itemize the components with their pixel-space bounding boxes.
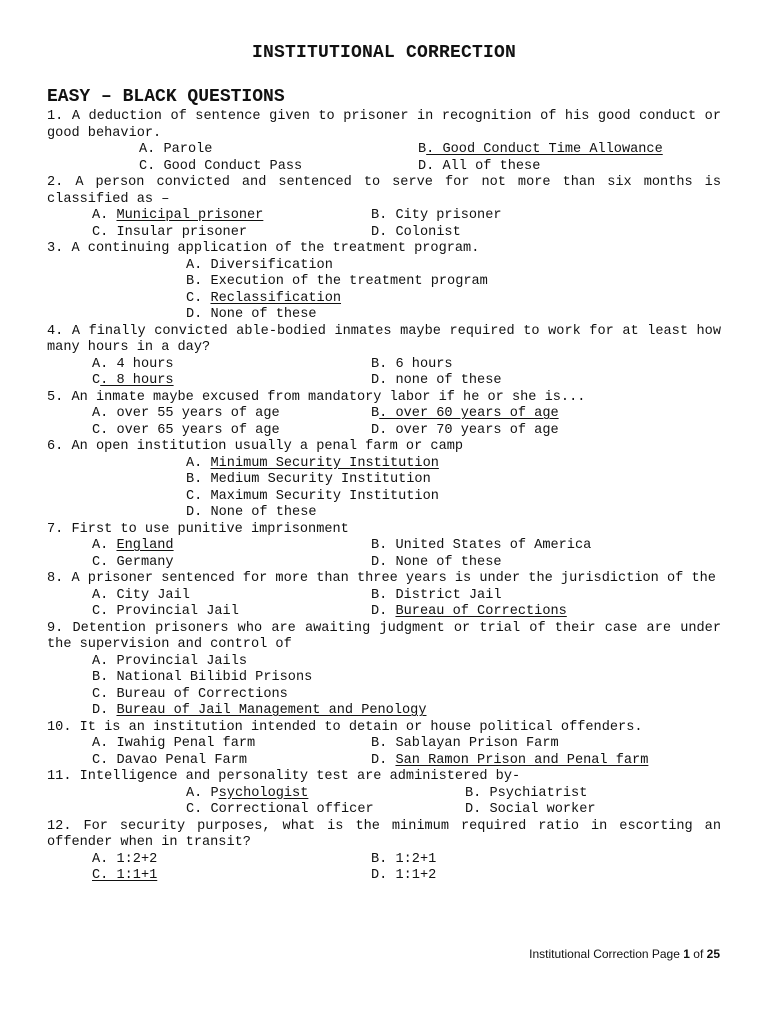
choice-text: United States of America [395, 538, 592, 553]
answer-choice [371, 538, 591, 555]
answer-choice [186, 489, 439, 506]
choice-text: Medium Security Institution [210, 472, 431, 487]
choice-row [47, 852, 721, 869]
correct-answer-text: San Ramon Prison and Penal farm [395, 752, 649, 768]
choice-label: C. [92, 686, 117, 702]
choice-row [47, 538, 721, 555]
choice-label: B. [186, 274, 211, 289]
choice-row [47, 868, 721, 885]
choice-row [47, 274, 721, 291]
choice-text: over 70 years of age [395, 422, 559, 438]
answer-choice [186, 307, 317, 324]
answer-choice [92, 687, 288, 704]
choice-text: Execution of the treatment program [210, 274, 488, 289]
choice-label: B. [465, 785, 490, 801]
correct-answer-text: Bureau of Jail Management and Penology [116, 703, 427, 718]
question-text: 1. A deduction of sentence given to prisoner in recognition of his good conduct or good behavior. [47, 109, 721, 141]
question-text: 8. A prisoner sentenced for more than three years is under the jurisdiction of the [47, 571, 716, 586]
answer-choice [418, 142, 663, 159]
choice-text: National Bilibid Prisons [116, 670, 313, 685]
answer-choice [371, 852, 436, 869]
choice-text: Good Conduct Pass [163, 158, 303, 174]
answer-choice [92, 670, 312, 687]
choice-text: 6 hours [395, 356, 453, 372]
choice-row [47, 555, 721, 572]
answer-choice [371, 225, 461, 242]
answer-choice [92, 604, 371, 621]
choice-text: Colonist [395, 224, 461, 240]
choice-label: B [371, 406, 380, 421]
choice-label: C. 1:1+1 [92, 868, 158, 883]
choice-row [47, 291, 721, 308]
answer-choice [92, 555, 371, 572]
choice-row [47, 687, 721, 704]
answer-choice [92, 373, 371, 390]
answer-choice [186, 472, 431, 489]
choice-label: C. [92, 224, 117, 240]
choice-label: C. [186, 290, 211, 306]
correct-answer-text: Minimum Security Institution [210, 455, 439, 471]
answer-choice [465, 802, 596, 819]
choice-row [47, 406, 721, 423]
answer-choice [92, 753, 371, 770]
choice-row [47, 670, 721, 687]
choice-text: none of these [395, 373, 502, 388]
choice-label: A. [92, 851, 117, 867]
choice-row [47, 423, 721, 440]
correct-answer-text: Bureau of Corrections [395, 604, 567, 619]
choice-text: 1:1+2 [395, 868, 437, 883]
choice-label: D. [186, 505, 211, 520]
correct-answer-text: . Good Conduct Time Allowance [426, 142, 663, 157]
choice-label: A. P [186, 785, 219, 801]
question-list [47, 109, 721, 885]
choice-row [47, 456, 721, 473]
question-text: 10. It is an institution intended to detain or house political offenders. [47, 719, 643, 735]
answer-choice [92, 423, 371, 440]
footer-of: of [693, 947, 704, 961]
choice-label: A. [186, 455, 211, 471]
question-text: 5. An inmate maybe excused from mandatory labor if he or she is... [47, 389, 586, 405]
choice-label: C. [92, 604, 117, 619]
choice-label: A. [92, 406, 117, 421]
question-text: 9. Detention prisoners who are awaiting judgment or trial of their case are under the supervision and control of [47, 620, 721, 652]
correct-answer-text: Reclassification [210, 290, 342, 306]
choice-label: B. [371, 356, 396, 372]
answer-choice [371, 588, 502, 605]
choice-row [47, 736, 721, 753]
answer-choice [371, 555, 502, 572]
choice-text: District Jail [395, 587, 502, 603]
answer-choice [371, 423, 559, 440]
answer-choice [186, 258, 333, 275]
choice-row [47, 753, 721, 770]
choice-row [47, 258, 721, 275]
page-title: INSTITUTIONAL CORRECTION [251, 43, 517, 63]
choice-text: Bureau of Corrections [116, 686, 288, 702]
answer-choice [371, 208, 502, 225]
answer-choice [92, 225, 371, 242]
choice-text: Davao Penal Farm [116, 752, 248, 768]
question-text: 11. Intelligence and personality test are administered by- [47, 769, 521, 784]
choice-row [47, 472, 721, 489]
choice-row [47, 786, 721, 803]
choice-text: Provincial Jails [116, 653, 248, 669]
answer-choice [186, 505, 317, 522]
choice-label: B. [371, 587, 396, 603]
answer-choice [371, 373, 502, 390]
choice-text: None of these [395, 554, 502, 570]
choice-row [47, 159, 721, 176]
choice-label: C. [139, 158, 164, 174]
choice-text: Iwahig Penal farm [116, 736, 256, 751]
question-text: 2. A person convicted and sentenced to serve for not more than six months is classified as – [47, 175, 721, 207]
answer-choice [92, 703, 426, 720]
choice-row [47, 307, 721, 324]
choice-text: Social worker [489, 802, 596, 817]
answer-choice [371, 753, 648, 770]
answer-choice [139, 159, 418, 176]
choice-label: C. [92, 554, 117, 570]
choice-label: B [418, 142, 427, 157]
choice-text: None of these [210, 307, 317, 322]
answer-choice [92, 588, 371, 605]
choice-label: D. [465, 802, 490, 817]
choice-label: C. [92, 422, 117, 438]
choice-text: over 65 years of age [116, 422, 280, 438]
question-text: 6. An open institution usually a penal farm or camp [47, 439, 464, 454]
choice-text: Insular prisoner [116, 224, 248, 240]
choice-label: A. [92, 356, 117, 372]
choice-label: B. [92, 670, 117, 685]
choice-label: B. [186, 472, 211, 487]
choice-label: D. [371, 554, 396, 570]
answer-choice [186, 274, 488, 291]
footer-label: Institutional Correction Page [529, 947, 680, 961]
choice-row [47, 208, 721, 225]
answer-choice [186, 802, 465, 819]
choice-text: Sablayan Prison Farm [395, 736, 559, 751]
choice-text: Provincial Jail [116, 604, 239, 619]
section-heading: EASY – BLACK QUESTIONS [47, 87, 285, 107]
choice-label: B. [371, 736, 396, 751]
choice-label: C. [92, 752, 117, 768]
answer-choice [92, 406, 371, 423]
choice-row [47, 802, 721, 819]
question-text: 4. A finally convicted able-bodied inmates maybe required to work for at least how many hours in a day? [47, 323, 721, 355]
choice-label: D. [371, 868, 396, 883]
answer-choice [418, 159, 540, 176]
choice-label: A. [92, 587, 117, 603]
choice-label: A. [92, 653, 117, 669]
choice-label: C [92, 373, 101, 388]
answer-choice [92, 208, 371, 225]
answer-choice [92, 654, 247, 671]
correct-answer-text: England [116, 538, 174, 553]
choice-row [47, 225, 721, 242]
choice-row [47, 703, 721, 720]
answer-choice [371, 868, 436, 885]
choice-label: A. [92, 208, 117, 223]
answer-choice [92, 538, 371, 555]
question-text: 12. For security purposes, what is the minimum required ratio in escorting an offender when in transit? [47, 818, 721, 850]
choice-label: A. [92, 736, 117, 751]
choice-label: B. [371, 538, 396, 553]
choice-row [47, 654, 721, 671]
answer-choice [92, 357, 371, 374]
choice-text: Parole [163, 142, 213, 157]
choice-text: over 55 years of age [116, 406, 280, 421]
choice-label: B. [371, 208, 396, 223]
choice-text: City prisoner [395, 208, 502, 223]
choice-text: Psychiatrist [489, 785, 588, 801]
choice-text: City Jail [116, 587, 190, 603]
correct-answer-text: . over 60 years of age [379, 406, 559, 421]
answer-choice [465, 786, 587, 803]
choice-row [47, 142, 721, 159]
answer-choice [139, 142, 418, 159]
question-text: 3. A continuing application of the treatment program. [47, 241, 480, 256]
choice-row [47, 588, 721, 605]
answer-choice [371, 736, 559, 753]
choice-text: 4 hours [116, 356, 174, 372]
answer-choice [92, 852, 371, 869]
choice-row [47, 489, 721, 506]
choice-label: D. [92, 703, 117, 718]
answer-choice [186, 456, 439, 473]
choice-text: Maximum Security Institution [210, 488, 439, 504]
choice-label: D. [418, 158, 443, 174]
choice-text: All of these [442, 158, 541, 174]
choice-label: D. [371, 422, 396, 438]
answer-choice [186, 786, 465, 803]
choice-text: Correctional officer [210, 802, 374, 817]
correct-answer-text: sychologist [218, 785, 309, 801]
choice-label: C. [186, 802, 211, 817]
choice-row [47, 357, 721, 374]
answer-choice [371, 406, 559, 423]
question-text: 7. First to use punitive imprisonment [47, 521, 349, 537]
choice-row [47, 505, 721, 522]
choice-text: Germany [116, 554, 174, 570]
choice-text: Diversification [210, 257, 333, 273]
answer-choice [92, 868, 371, 885]
answer-choice [92, 736, 371, 753]
choice-label: D. [371, 373, 396, 388]
correct-answer-text: Municipal prisoner [116, 208, 264, 223]
answer-choice [186, 291, 341, 308]
choice-text: None of these [210, 505, 317, 520]
footer-total-pages: 25 [706, 947, 720, 961]
choice-label: D. [186, 307, 211, 322]
choice-label: D. [371, 224, 396, 240]
choice-label: B. [371, 851, 396, 867]
choice-label: C. [186, 488, 211, 504]
choice-label: D. [371, 752, 396, 768]
choice-label: A. [139, 142, 164, 157]
answer-choice [371, 604, 567, 621]
page-footer [529, 947, 720, 961]
choice-text: 1:2+2 [116, 851, 158, 867]
choice-label: A. [92, 538, 117, 553]
choice-label: A. [186, 257, 211, 273]
choice-text: 1:2+1 [395, 851, 437, 867]
choice-row [47, 373, 721, 390]
choice-label: D. [371, 604, 396, 619]
answer-choice [371, 357, 453, 374]
footer-page-number: 1 [683, 947, 690, 961]
choice-row [47, 604, 721, 621]
correct-answer-text: . 8 hours [100, 373, 174, 388]
